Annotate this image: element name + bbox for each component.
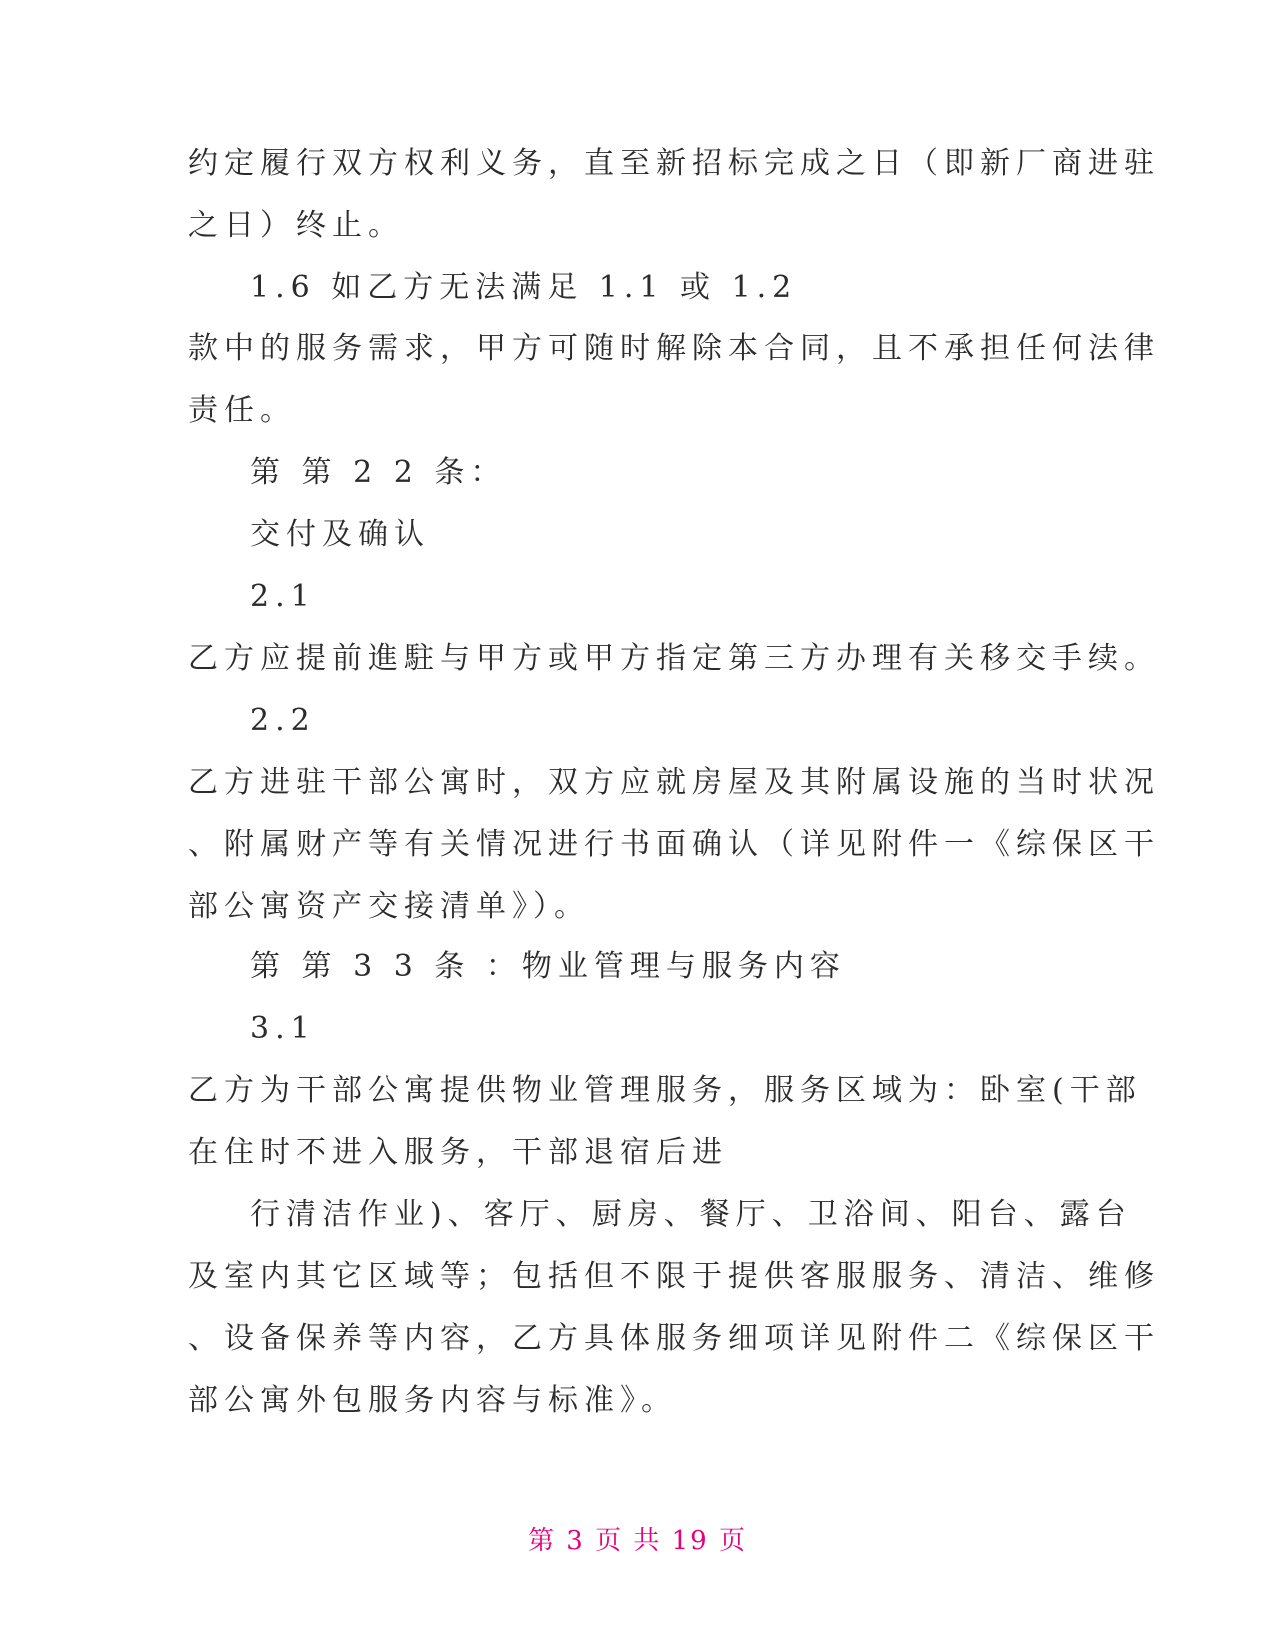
article-heading: 第 第 3 3 条 ：物业管理与服务内容 (250, 949, 846, 984)
paragraph-line: 及室内其它区域等；包括但不限于提供客服服务、清洁、维修 (188, 1259, 1160, 1294)
paragraph-line: 乙方进驻干部公寓时，双方应就房屋及其附属设施的当时状况 (188, 765, 1160, 800)
paragraph-line: 之日）终止。 (188, 208, 404, 243)
article-heading: 第 第 2 2 条： (250, 455, 507, 490)
paragraph-line: 部公寓资产交接清单》）。 (188, 889, 590, 924)
paragraph-line: 约定履行双方权利义务，直至新招标完成之日（即新厂商进驻 (188, 146, 1160, 181)
clause-number: 3.1 (250, 1011, 316, 1046)
paragraph-line: 、附属财产等有关情况进行书面确认（详见附件一《综保区干 (188, 827, 1160, 862)
clause-number: 2.2 (250, 703, 316, 738)
page-number-footer: 第 3 页 共 19 页 (528, 1526, 747, 1556)
paragraph-line: 行清洁作业)、客厅、厨房、餐厅、卫浴间、阳台、露台 (250, 1197, 1132, 1232)
paragraph-line: 乙方应提前進駐与甲方或甲方指定第三方办理有关移交手续。 (188, 641, 1160, 676)
article-title: 交付及确认 (250, 517, 430, 552)
paragraph-line: 款中的服务需求，甲方可随时解除本合同，且不承担任何法律 (188, 331, 1160, 366)
paragraph-line: 部公寓外包服务内容与标准》。 (188, 1383, 677, 1418)
paragraph-line: 责任。 (188, 393, 296, 428)
paragraph-line: 、设备保养等内容，乙方具体服务细项详见附件二《综保区干 (188, 1321, 1160, 1356)
paragraph-line: 乙方为干部公寓提供物业管理服务，服务区域为：卧室(干部 (188, 1073, 1142, 1108)
paragraph-line: 在住时不进入服务，干部退宿后进 (188, 1135, 728, 1170)
clause-number-line: 1.6 如乙方无法满足 1.1 或 1.2 (250, 270, 798, 305)
clause-number: 2.1 (250, 579, 316, 614)
